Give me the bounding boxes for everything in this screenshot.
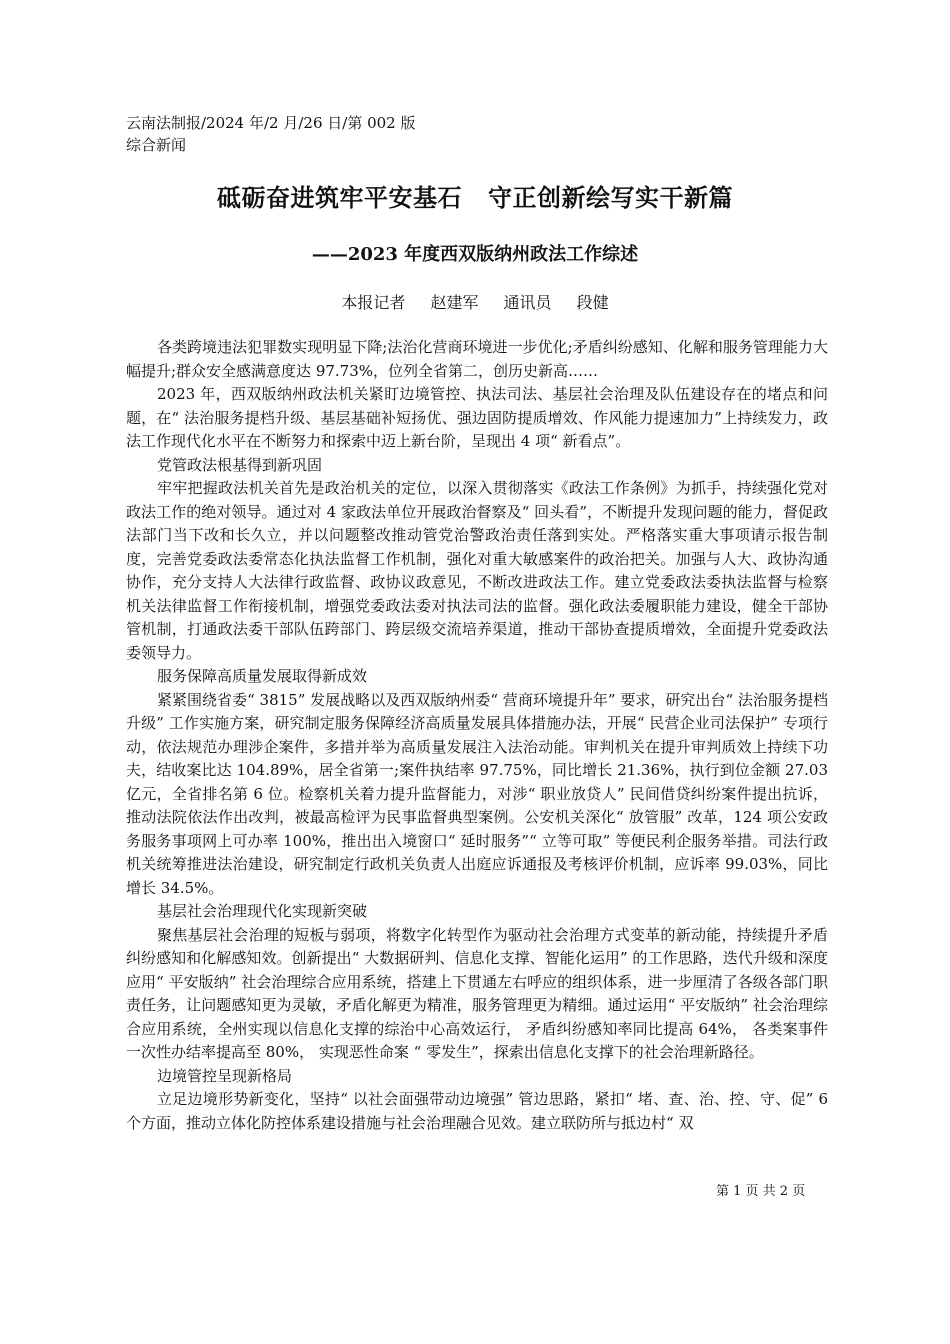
paragraph-border: 立足边境形势新变化，坚持“ 以社会面强带动边境强” 管边思路，紧扣“ 堵、查、治、控、守、促” 6 个方面，推动立体化防控体系建设措施与社会治理融合见效。建立联防所与抵边村“ 双 [126,1090,828,1132]
article-title [0,181,950,215]
byline-name-reporter: 赵建军 [430,293,479,312]
section-heading-border: 边境管控呈现新格局 [157,1066,293,1085]
paragraph-development: 紧紧围绕省委“ 3815” 发展战略以及西双版纳州委“ 营商环境提升年” 要求，研究出台“ 法治服务提档升级” 工作实施方案，研究制定服务保障经济高质量发展具体措施办法，开展“ 民营企业司法保护” 专项行动，依法规范办理涉企案件，多措并举为高质量发展注入法治动能。审判机关在提升审判质效上持续下功夫，结收案比达 104.89%，居全省第一;案件执结率 97.75%，同比增长 21.36%，执行到位金额 27.03 亿元，全省排名第 6 位。检察机关着力提升监督能力，对涉“ 职业放贷人” 民间借贷纠纷案件提出抗诉，推动法院依法作出改判，被最高检评为民事监督典型案例。公安机关深化“ 放管服” 改革，124 项公安政务服务事项网上可办率 100%，推出出入境窗口“ 延时服务”“ 立等可取” 等便民利企服务举措。司法行政机关统筹推进法治建设，研究制定行政机关负责人出庭应诉通报及考核评价机制，应诉率 99.03%，同比增长 34.5%。 [126,690,828,897]
article-subtitle: ——2023 年度西双版纳州政法工作综述 [311,244,639,265]
article-body [126,336,828,1135]
byline-role-reporter: 本报记者 [341,293,406,312]
section-heading-development: 服务保障高质量发展取得新成效 [157,667,368,685]
source-line: 云南法制报/2024 年/2 月/26 日/第 002 版综合新闻 [126,114,416,154]
paragraph-party-leadership: 牢牢把握政法机关首先是政治机关的定位，以深入贯彻落实《政法工作条例》为抓手，持续强化党对政法工作的绝对领导。通过对 4 家政法单位开展政治督察及“ 回头看”，不断提升发现问题的能力，督促政法部门当下改和长久立，并以问题整改推动管党治警政治责任落到实处。严格落实重大事项请示报告制度，完善党委政法委常态化执法监督工作机制，强化对重大敏感案件的政治把关。加强与人大、政协沟通协作，充分支持人大法律行政监督、政协议政意见，不断改进政法工作。建立党委政法委执法监督与检察机关法律监督工作衔接机制，增强党委政法委对执法司法的监督。强化政法委履职能力建设，健全干部协管机制，打通政法委干部队伍跨部门、跨层级交流培养渠道，推动干部协查提质增效，全面提升党委政法委领导力。 [126,479,828,662]
page-number: 第 1 页 共 2 页 [716,1184,806,1199]
title-part-2: 守正创新绘写实干新篇 [488,183,733,212]
byline-role-correspondent: 通讯员 [503,293,552,312]
paragraph-intro: 各类跨境违法犯罪数实现明显下降;法治化营商环境进一步优化;矛盾纠纷感知、化解和服务管理能力大幅提升;群众安全感满意度达 97.73%，位列全省第二，创历史新高…… [126,338,828,380]
byline-name-correspondent: 段健 [576,293,609,312]
paragraph-overview: 2023 年，西双版纳州政法机关紧盯边境管控、执法司法、基层社会治理及队伍建设存在的堵点和问题，在“ 法治服务提档升级、基层基础补短扬优、强边固防提质增效、作风能力提速加力”上持续发力，政法工作现代化水平在不断努力和探索中迈上新台阶，呈现出 4 项“ 新看点”。 [126,385,828,450]
section-heading-governance: 基层社会治理现代化实现新突破 [157,902,368,920]
byline [0,291,950,315]
section-heading-party-leadership: 党管政法根基得到新巩固 [157,455,323,474]
paragraph-governance: 聚焦基层社会治理的短板与弱项，将数字化转型作为驱动社会治理方式变革的新动能，持续提升矛盾纠纷感知和化解感知效。创新提出“ 大数据研判、信息化支撑、智能化运用” 的工作思路，迭代升级和深度应用“ 平安版纳” 社会治理综合应用系统，搭建上下贯通左右呼应的组织体系，进一步厘清了各级各部门职责任务，让问题感知更为灵敏，矛盾化解更为精准，服务管理更为精细。通过运用“ 平安版纳” 社会治理综合应用系统，全州实现以信息化支撑的综治中心高效运行， 矛盾纠纷感知率同比提高 64%， 各类案事件一次性办结率提高至 80%， 实现恶性命案 “ 零发生”，探索出信息化支撑下的社会治理新路径。 [126,925,828,1061]
title-part-1: 砥砺奋进筑牢平安基石 [217,183,462,212]
